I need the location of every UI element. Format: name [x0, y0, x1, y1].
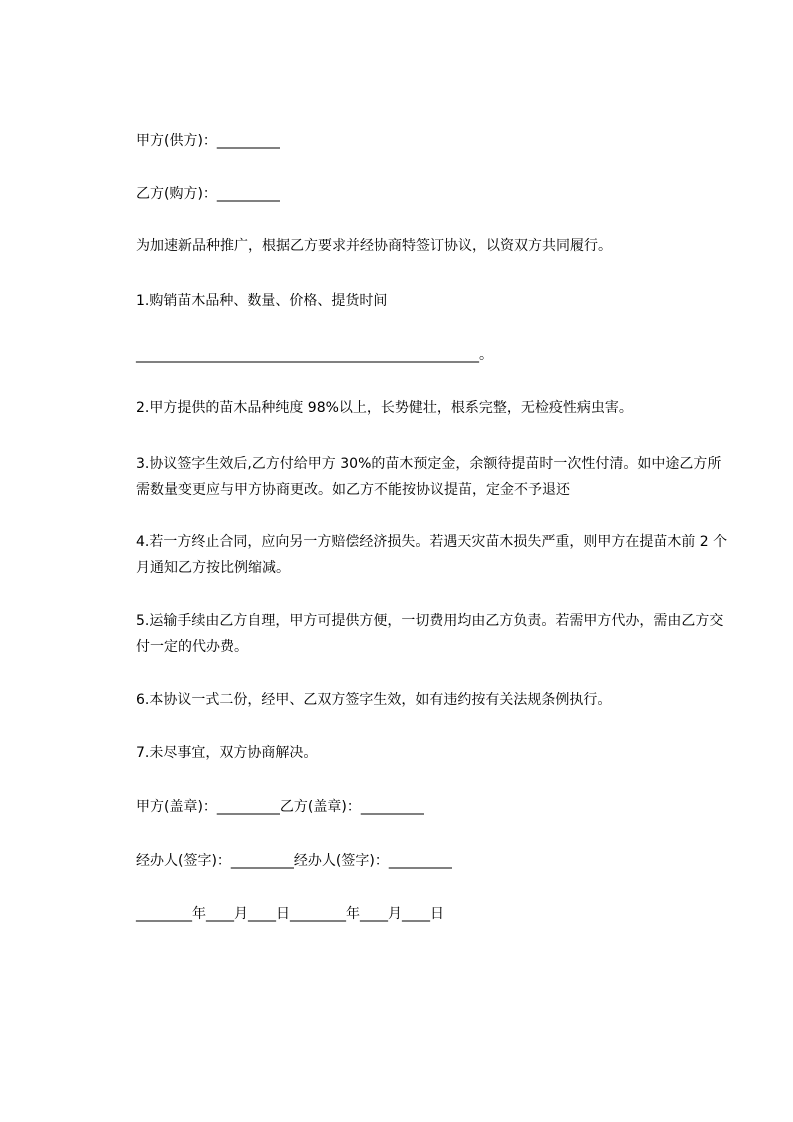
- clause-6: 6.本协议一式二份，经甲、乙双方签字生效，如有违约按有关法规条例执行。: [136, 692, 612, 708]
- clause-3-text: 3.协议签字生效后,乙方付给甲方 30%的苗木预定金，余额待提苗时一次性付清。如中途乙方所需数量变更应与甲方协商更改。如乙方不能按协议提苗，定金不予退还: [136, 456, 722, 498]
- party-a-supplier-field: 甲方(供方)：_________: [136, 133, 280, 149]
- party-b-buyer-field: 乙方(购方)：_________: [136, 186, 280, 202]
- clause-2: 2.甲方提供的苗木品种纯度 98%以上，长势健壮，根系完整，无检疫性病虫害。: [136, 400, 633, 416]
- clause-4: [106, 529, 731, 581]
- clause-5: [106, 608, 731, 660]
- clause-4-text: 4.若一方终止合同，应向另一方赔偿经济损失。若遇天灾苗木损失严重，则甲方在提苗木前 2 个月通知乙方按比例缩减。: [136, 534, 728, 576]
- seal-line: 甲方(盖章)：_________乙方(盖章)：_________: [136, 799, 424, 815]
- clause-7: 7.未尽事宜，双方协商解决。: [136, 745, 318, 761]
- clause-1-blank-line: _________________________________________________。: [136, 347, 493, 363]
- clause-3: [106, 451, 731, 503]
- date-line: ________年____月____日________年____月____日: [136, 906, 444, 922]
- clause-1: 1.购销苗木品种、数量、价格、提货时间: [136, 293, 388, 309]
- clause-5-text: 5.运输手续由乙方自理，甲方可提供方便，一切费用均由乙方负责。若需甲方代办，需由乙方交付一定的代办费。: [136, 613, 724, 655]
- signer-line: 经办人(签字)：_________经办人(签字)：_________: [136, 853, 452, 869]
- intro-paragraph: 为加速新品种推广，根据乙方要求并经协商特签订协议，以资双方共同履行。: [136, 238, 612, 254]
